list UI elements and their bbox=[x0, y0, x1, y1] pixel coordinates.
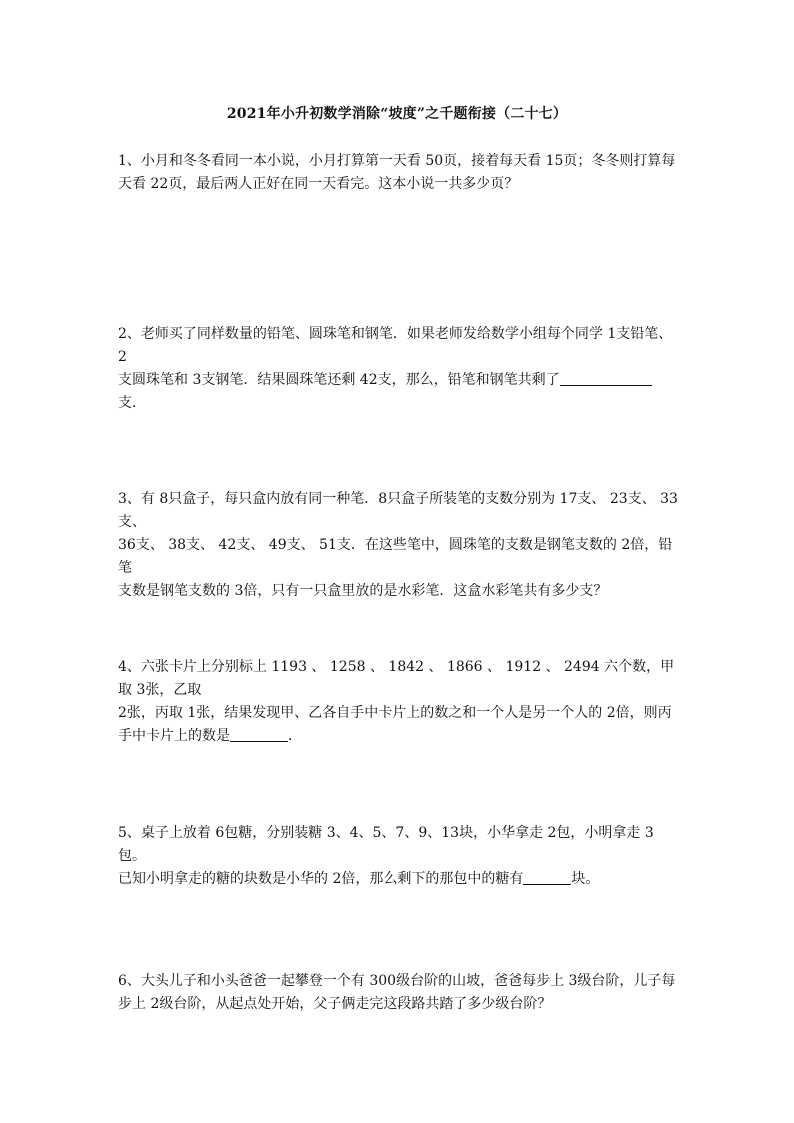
question-4-line-3 bbox=[118, 725, 678, 748]
question-2-line-2-text: 支圆珠笔和 3支钢笔．结果圆珠笔还剩 42支，那么，铅笔和钢笔共剩了 bbox=[118, 372, 560, 388]
page-title: 2021年小升初数学消除“坡度”之千题衔接（二十七） bbox=[226, 106, 568, 122]
question-6-line-2: 步上 2级台阶，从起点处开始，父子俩走完这段路共踏了多少级台阶？ bbox=[118, 996, 552, 1012]
question-5-line-2-tail: 块。 bbox=[571, 871, 600, 887]
answer-blank bbox=[523, 870, 571, 885]
question-6-line-1: 6、大头儿子和小头爸爸一起攀登一个有 300级台阶的山坡，爸爸每步上 3级台阶，儿子每 bbox=[118, 973, 676, 989]
question-3-line-3: 支数是钢笔支数的 3倍，只有一只盒里放的是水彩笔．这盒水彩笔共有多少支？ bbox=[118, 583, 608, 599]
question-2-line-1: 2、老师买了同样数量的铅笔、圆珠笔和钢笔．如果老师发给数学小组每个同学 1支铅笔、2 bbox=[118, 326, 673, 365]
question-5-line-2 bbox=[118, 868, 678, 891]
question-2-line-2-tail: 支． bbox=[118, 395, 146, 411]
answer-blank bbox=[230, 727, 288, 742]
question-3-line-2: 36支、 38支、 42支、 49支、 51支．在这些笔中，圆珠笔的支数是钢笔支数的 2倍，铅笔 bbox=[118, 537, 673, 576]
question-2-line-2 bbox=[118, 369, 678, 415]
question-4-line-2: 2张，丙取 1张，结果发现甲、乙各自手中卡片上的数之和一个人是另一个人的 2倍，则丙 bbox=[118, 705, 672, 721]
question-2 bbox=[118, 323, 678, 415]
answer-blank bbox=[560, 371, 652, 386]
question-6 bbox=[118, 970, 678, 1016]
question-4-line-3-tail: ． bbox=[288, 728, 302, 744]
question-4-line-1: 4、六张卡片上分别标上 1193 、 1258 、 1842 、 1866 、 1912 、 2494 六个数，甲取 3张，乙取 bbox=[118, 659, 675, 698]
question-5-line-2-text: 已知小明拿走的糖的块数是小华的 2倍，那么剩下的那包中的糖有 bbox=[118, 871, 524, 887]
question-3 bbox=[118, 488, 678, 603]
question-3-line-1: 3、有 8只盒子，每只盒内放有同一种笔．8只盒子所装笔的支数分别为 17支、 23支、 33支、 bbox=[118, 491, 678, 530]
question-1-line-2: 天看 22页，最后两人正好在同一天看完。这本小说一共多少页？ bbox=[118, 176, 519, 192]
question-1-line-1: 1、小月和冬冬看同一本小说，小月打算第一天看 50页，接着每天看 15页；冬冬则打算每 bbox=[118, 153, 676, 169]
question-1 bbox=[118, 150, 678, 196]
question-5 bbox=[118, 822, 678, 891]
question-5-line-1: 5、桌子上放着 6包糖，分别装糖 3、4、5、7、9、13块，小华拿走 2包，小明拿走 3包。 bbox=[118, 825, 654, 864]
question-4 bbox=[118, 656, 678, 748]
question-4-line-3-text: 手中卡片上的数是 bbox=[118, 728, 230, 744]
